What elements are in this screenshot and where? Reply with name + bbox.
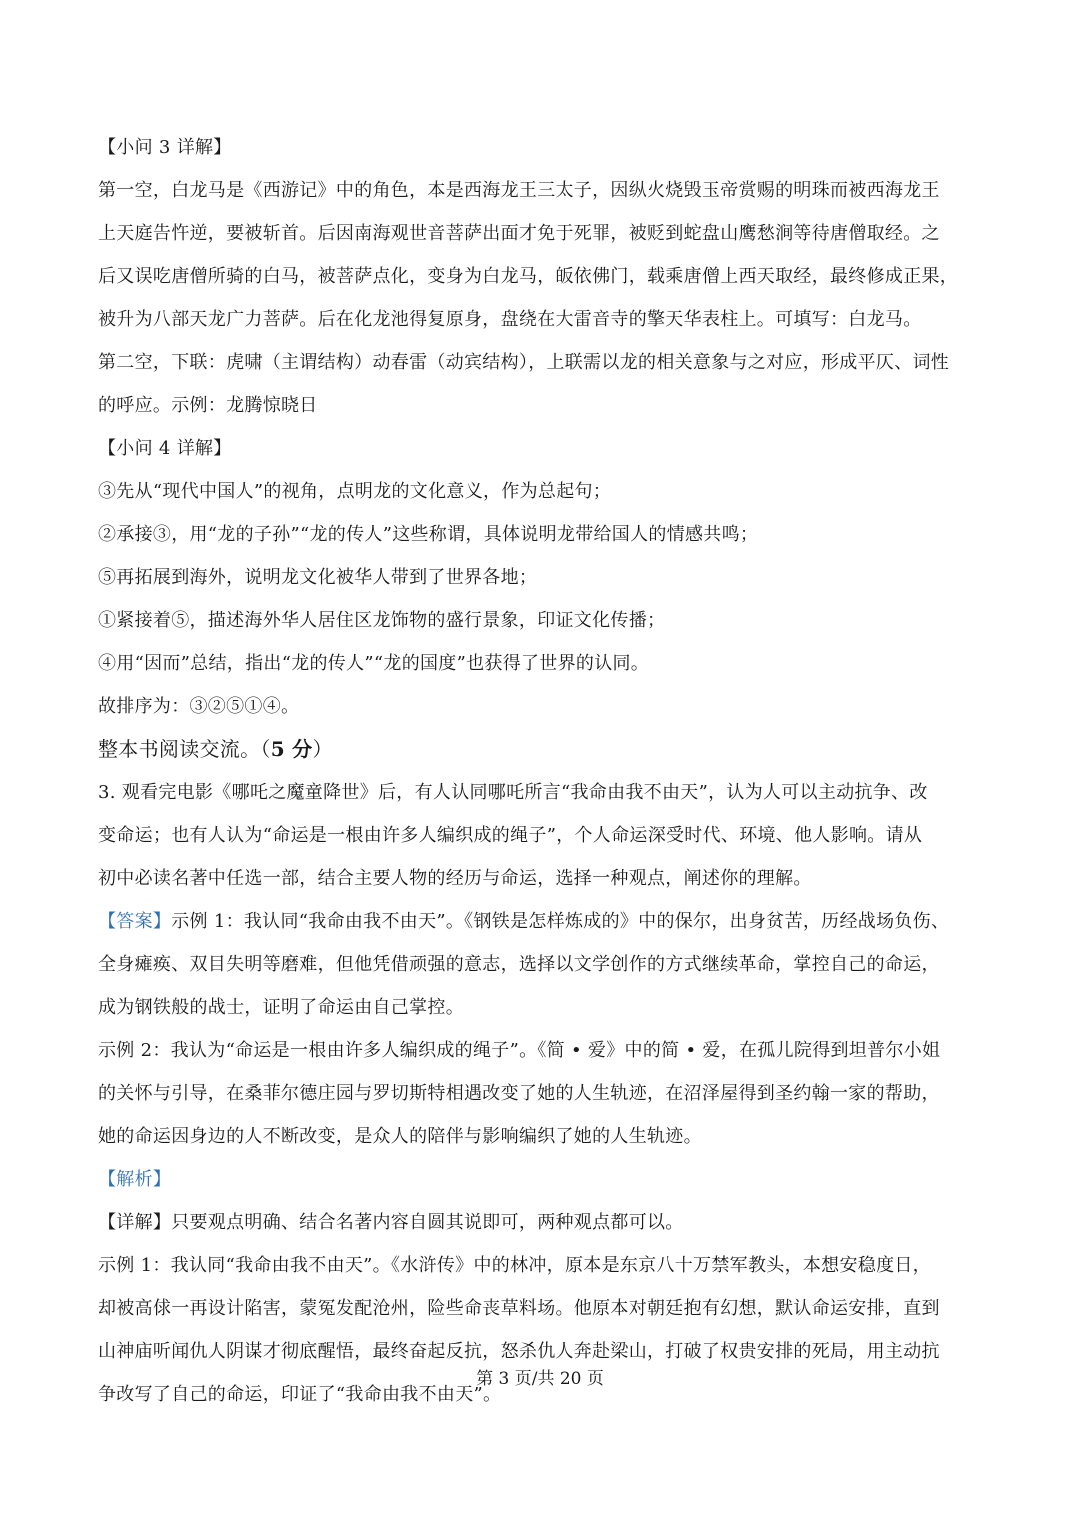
q4-detail-line: ①紧接着⑤，描述海外华人居住区龙饰物的盛行景象，印证文化传播； <box>98 610 666 631</box>
q3-detail-line: 第一空，白龙马是《西游记》中的角色，本是西海龙王三太子，因纵火烧毁玉帝赏赐的明珠而被西海龙王 <box>98 180 940 201</box>
section-score: 5 分 <box>270 737 313 761</box>
analysis-tag: 【解析】 <box>98 1169 172 1190</box>
answer-section <box>98 900 988 1158</box>
analysis-line: 【详解】只要观点明确、结合名著内容自圆其说即可，两种观点都可以。 <box>98 1212 684 1233</box>
page-number: 第 3 页/共 20 页 <box>476 1369 604 1389</box>
answer-line: 成为钢铁般的战士，证明了命运由自己掌控。 <box>98 997 464 1018</box>
q4-detail-line: ②承接③，用“龙的子孙”“龙的传人”这些称谓，具体说明龙带给国人的情感共鸣； <box>98 524 759 545</box>
q3-detail-line: 上天庭告忤逆，要被斩首。后因南海观世音菩萨出面才免于死罪，被贬到蛇盘山鹰愁涧等待唐僧取经。之 <box>98 223 940 244</box>
q4-detail-heading: 【小问 4 详解】 <box>98 438 232 459</box>
answer-tag: 【答案】 <box>98 911 172 932</box>
q4-detail-line: ③先从“现代中国人”的视角，点明龙的文化意义，作为总起句； <box>98 481 612 502</box>
section-title-close: ） <box>312 737 333 761</box>
q4-detail-line: ⑤再拓展到海外，说明龙文化被华人带到了世界各地； <box>98 567 538 588</box>
answer-line: 的关怀与引导，在桑菲尔德庄园与罗切斯特相遇改变了她的人生轨迹，在沼泽屋得到圣约翰一家的帮助， <box>98 1083 940 1104</box>
analysis-line: 争改写了自己的命运，印证了“我命由我不由天”。 <box>98 1384 502 1405</box>
answer-line: 示例 2：我认为“命运是一根由许多人编织成的绳子”。《简 • 爱》中的简 • 爱，在孤儿院得到坦普尔小姐 <box>98 1040 941 1061</box>
q4-detail-section <box>98 427 988 728</box>
q3-detail-line: 后又误吃唐僧所骑的白马，被菩萨点化，变身为白龙马，皈依佛门，载乘唐僧上西天取经，最终修成正果， <box>98 266 959 287</box>
q3-detail-heading: 【小问 3 详解】 <box>98 137 232 158</box>
question-line: 3. 观看完电影《哪吒之魔童降世》后，有人认同哪吒所言“我命由我不由天”，认为人可以主动抗争、改 <box>98 782 928 803</box>
question-3 <box>98 771 988 900</box>
analysis-line: 却被高俅一再设计陷害，蒙冤发配沧州，险些命丧草料场。他原本对朝廷抱有幻想，默认命运安排，直到 <box>98 1298 940 1319</box>
page-footer <box>0 1364 1080 1394</box>
q3-detail-section <box>98 126 988 427</box>
analysis-line: 山神庙听闻仇人阴谋才彻底醒悟，最终奋起反抗，怒杀仇人奔赴梁山，打破了权贵安排的死局，用主动抗 <box>98 1341 940 1362</box>
answer-line: 全身瘫痪、双目失明等磨难，但他凭借顽强的意志，选择以文学创作的方式继续革命，掌控自己的命运， <box>98 954 940 975</box>
document-body <box>98 126 988 1416</box>
analysis-line: 示例 1：我认同“我命由我不由天”。《水浒传》中的林冲，原本是东京八十万禁军教头，本想安稳度日， <box>98 1255 931 1276</box>
q4-detail-line: ④用“因而”总结，指出“龙的传人”“龙的国度”也获得了世界的认同。 <box>98 653 650 674</box>
q3-detail-line: 被升为八部天龙广力菩萨。后在化龙池得复原身，盘绕在大雷音寺的擎天华表柱上。可填写：白龙马。 <box>98 309 922 330</box>
section-title-text: 整本书阅读交流。（ <box>98 737 271 761</box>
answer-first-line <box>98 900 988 943</box>
answer-first-text: 示例 1：我认同“我命由我不由天”。《钢铁是怎样炼成的》中的保尔，出身贫苦，历经战场负伤、 <box>171 911 950 932</box>
q3-detail-line: 第二空，下联：虎啸（主谓结构）动春雷（动宾结构），上联需以龙的相关意象与之对应，形成平仄、词性 <box>98 352 950 373</box>
question-line: 初中必读名著中任选一部，结合主要人物的经历与命运，选择一种观点，阐述你的理解。 <box>98 868 812 889</box>
question-line: 变命运；也有人认为“命运是一根由许多人编织成的绳子”，个人命运深受时代、环境、他人影响。请从 <box>98 825 923 846</box>
section-title <box>98 728 988 771</box>
q3-detail-line: 的呼应。示例：龙腾惊晓日 <box>98 395 318 416</box>
q4-detail-line: 故排序为：③②⑤①④。 <box>98 696 300 717</box>
answer-line: 她的命运因身边的人不断改变，是众人的陪伴与影响编织了她的人生轨迹。 <box>98 1126 702 1147</box>
